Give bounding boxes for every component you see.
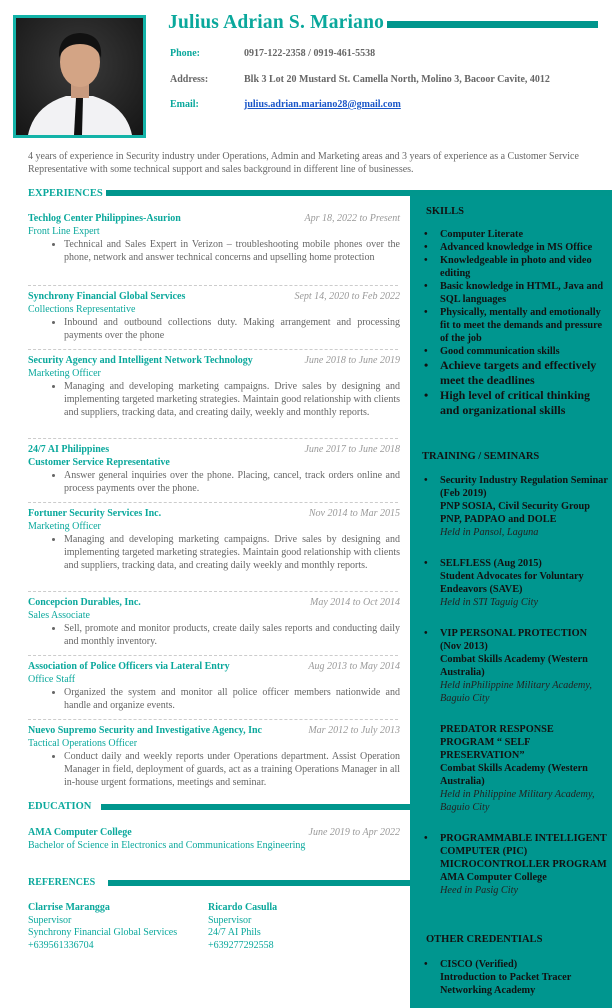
experience-entry [28, 354, 400, 419]
training-item [424, 557, 610, 609]
training-name: PROGRAMMABLE INTELLIGENT COMPUTER (PIC) MICROCONTROLLER PROGRAM [440, 833, 607, 870]
entry-separator [28, 285, 398, 286]
entry-separator [28, 438, 398, 439]
credential-item [424, 958, 610, 997]
company-name: Concepcion Durables, Inc. [28, 597, 141, 608]
address-value: Blk 3 Lot 20 Mustard St. Camella North, Molino 3, Bacoor Cavite, 4012 [244, 74, 550, 85]
skill-item: • Physically, mentally and emotionally fit to meet the demands and pressure of the job [424, 306, 610, 345]
summary: 4 years of experience in Security industry under Operations, Admin and Marketing areas and 3 years of experience as a Customer Service Representative with some technical support and sales background in different line of businesses. [28, 151, 579, 175]
references-heading: REFERENCES [28, 877, 96, 888]
experience-entry [28, 212, 400, 264]
experience-entry [28, 507, 400, 572]
job-role: Marketing Officer [28, 368, 101, 379]
phone-value: 0917-122-2358 / 0919-461-5538 [244, 48, 376, 59]
training-org: Combat Skills Academy (Western Australia) [440, 654, 588, 678]
skills-heading: SKILLS [426, 206, 464, 217]
company-name: Fortuner Security Services Inc. [28, 508, 162, 519]
training-name: SELFLESS (Aug 2015) [440, 558, 542, 569]
job-description: • Managing and developing marketing campaigns. Drive sales by designing and implementing targeted marketing strategies. Maintain good relationship with clients and suppliers, tracking data, and creating daily, weekly and monthly reports. [64, 380, 400, 419]
address-label: Address: [170, 74, 209, 85]
sidebar [410, 196, 612, 1008]
training-name: Security Industry Regulation Seminar (Feb 2019) [440, 475, 608, 499]
training-name: VIP PERSONAL PROTECTION (Nov 2013) [440, 628, 588, 652]
email-link[interactable]: julius.adrian.mariano28@gmail.com [244, 99, 401, 110]
education-entry [28, 826, 400, 852]
credential-desc: Introduction to Packet Tracer [440, 972, 572, 983]
credentials-list [424, 958, 610, 997]
job-role: Sales Associate [28, 610, 90, 621]
reference-phone: +639561336704 [28, 939, 94, 951]
job-date: May 2014 to Oct 2014 [310, 597, 400, 608]
education-heading: EDUCATION [28, 801, 92, 812]
job-description: • Answer general inquiries over the phone. Placing, cancel, track orders online and process payments over the phone. [64, 469, 400, 495]
skills-list [424, 228, 610, 418]
name-divider [387, 21, 598, 28]
experiences-heading: EXPERIENCES [28, 188, 103, 199]
company-name: Nuevo Supremo Security and Investigative Agency, Inc [28, 725, 262, 736]
job-description: • Inbound and outbound collections duty. Making arrangement and processing payments over the phone [64, 316, 400, 342]
training-item [424, 627, 610, 705]
job-date: Mar 2012 to July 2013 [308, 725, 400, 736]
experience-entry [28, 660, 400, 712]
job-role: Office Staff [28, 674, 76, 685]
education-date: June 2019 to Apr 2022 [308, 827, 400, 838]
job-description: • Conduct daily and weekly reports under Operations department. Assist Operation Manager in field, deployment of guards, act as a training Operations Manager in all in-house urgent formations, meetings and seminar. [64, 750, 400, 789]
skill-item: • Good communication skills [424, 345, 610, 358]
company-name: Synchrony Financial Global Services [28, 291, 186, 302]
credential-org: Networking Academy [440, 985, 536, 996]
skill-item: • Computer Literate [424, 228, 610, 241]
company-name: Techlog Center Philippines-Asurion [28, 213, 181, 224]
training-place: Held in Philippine Military Academy, Baguio City [440, 789, 595, 813]
reference-company: Synchrony Financial Global Services [28, 927, 178, 938]
experience-entry [28, 290, 400, 342]
profile-photo [13, 15, 146, 138]
training-item [424, 832, 610, 897]
job-date: June 2018 to June 2019 [304, 355, 400, 366]
reference-1 [28, 902, 177, 952]
reference-name: Ricardo Casulla [208, 902, 278, 913]
training-place: Held in STI Taguig City [440, 597, 539, 608]
job-role: Tactical Operations Officer [28, 738, 138, 749]
job-role: Customer Service Representative [28, 457, 170, 468]
email-label: Email: [170, 99, 199, 110]
entry-separator [28, 591, 398, 592]
candidate-name: Julius Adrian S. Mariano [168, 12, 385, 33]
job-date: Nov 2014 to Mar 2015 [308, 508, 400, 519]
entry-separator [28, 655, 398, 656]
skill-item: • Achieve targets and effectively meet the deadlines [424, 358, 610, 388]
company-name: Security Agency and Intelligent Network Technology [28, 355, 253, 366]
job-date: June 2017 to June 2018 [304, 444, 400, 455]
skill-item: • Basic knowledge in HTML, Java and SQL languages [424, 280, 610, 306]
skill-item: • Knowledgeable in photo and video editing [424, 254, 610, 280]
training-org: Student Advocates for Voluntary Endeavors (SAVE) [440, 571, 584, 595]
job-description: • Sell, promote and monitor products, create daily sales reports and conducting daily and monthly inventory. [64, 622, 400, 648]
entry-separator [28, 502, 398, 503]
school-name: AMA Computer College [28, 827, 132, 838]
job-role: Collections Representative [28, 304, 136, 315]
job-description: • Organized the system and monitor all police officer members nationwide and handle and organize events. [64, 686, 400, 712]
skill-item: • Advanced knowledge in MS Office [424, 241, 610, 254]
training-org: AMA Computer College [440, 872, 547, 883]
job-date: Aug 2013 to May 2014 [308, 661, 400, 672]
training-org: Combat Skills Academy (Western Australia) [440, 763, 588, 787]
reference-name: Clarrise Marangga [28, 902, 110, 913]
training-place: Heed in Pasig City [440, 885, 519, 896]
training-heading: TRAINING / SEMINARS [422, 451, 540, 462]
job-description: • Managing and developing marketing campaigns. Drive sales by designing and implementing targeted marketing strategies. Maintain good relationship with clients and suppliers, tracking data, and creating daily weekly and monthly reports. [64, 533, 400, 572]
entry-separator [28, 349, 398, 350]
experience-entry [28, 724, 400, 789]
reference-company: 24/7 AI Phils [208, 927, 261, 938]
entry-separator [28, 719, 398, 720]
job-date: Sept 14, 2020 to Feb 2022 [294, 291, 400, 302]
training-list [424, 474, 610, 915]
reference-phone: +639277292558 [208, 939, 274, 951]
credentials-heading: OTHER CREDENTIALS [426, 934, 543, 945]
job-role: Marketing Officer [28, 521, 101, 532]
job-role: Front Line Expert [28, 226, 100, 237]
skill-item: • High level of critical thinking and organizational skills [424, 388, 610, 418]
company-name: 24/7 AI Philippines [28, 444, 110, 455]
reference-position: Supervisor [28, 914, 72, 926]
training-name: PREDATOR RESPONSE PROGRAM “ SELF PRESERVATION” [440, 724, 554, 761]
reference-2 [208, 902, 277, 952]
training-place: Held in Pansol, Laguna [440, 527, 539, 538]
degree: Bachelor of Science in Electronics and Communications Engineering [28, 840, 306, 851]
training-item [424, 474, 610, 539]
experience-entry [28, 596, 400, 648]
training-item [424, 723, 610, 814]
company-name: Association of Police Officers via Lateral Entry [28, 661, 230, 672]
job-description: • Technical and Sales Expert in Verizon – troubleshooting mobile phones over the phone, network and answer technical concerns and upselling home protection [64, 238, 400, 264]
education-divider [101, 804, 410, 810]
training-place: Held inPhilippine Military Academy, Baguio City [440, 680, 592, 704]
job-date: Apr 18, 2022 to Present [304, 213, 400, 224]
experience-entry [28, 443, 400, 495]
phone-label: Phone: [170, 48, 200, 59]
credential-name: CISCO (Verified) [440, 959, 518, 970]
reference-position: Supervisor [208, 914, 252, 926]
references-divider [108, 880, 410, 886]
training-org: PNP SOSIA, Civil Security Group PNP, PADPAO and DOLE [440, 501, 590, 525]
